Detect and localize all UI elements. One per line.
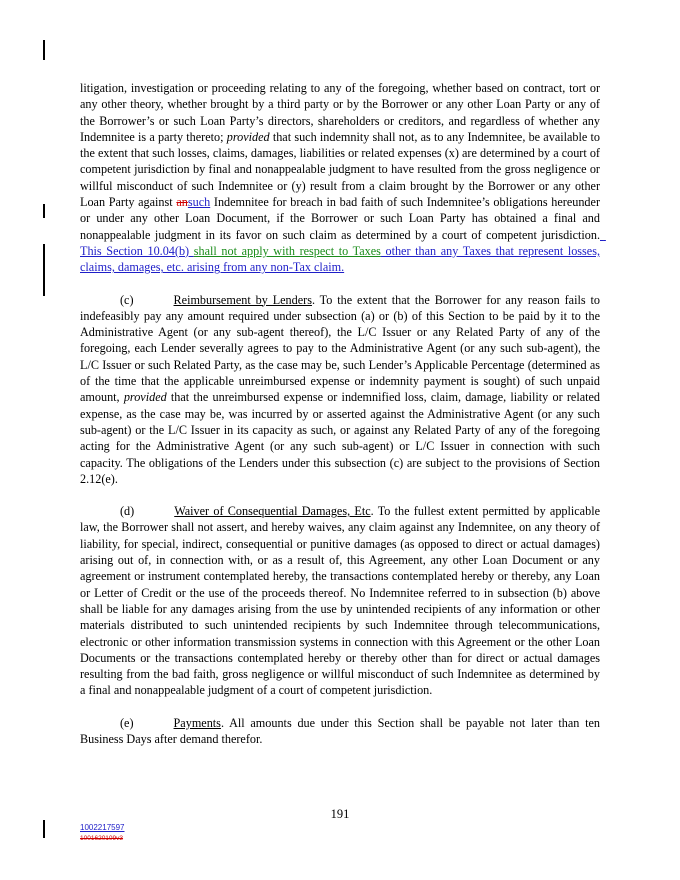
paragraph-text: litigation, investigation or proceeding relating to any of the foregoing, whether based on contract, tort or any other theory, whether brought by a third party or by the Borrower or any other Loan Party or any of the Borrower’s or such Loan Party’s directors, shareholders or creditors, and regardless of whether any Indemnitee is a party thereto; <box>80 81 600 144</box>
document-id-old: 1001620109v3 <box>80 835 124 842</box>
section-d <box>80 503 600 699</box>
section-heading: Waiver of Consequential Damages, Etc <box>174 504 371 519</box>
change-bar <box>43 820 45 838</box>
document-id-new: 1002217597 <box>80 823 125 832</box>
section-heading: Reimbursement by Lenders <box>173 292 312 307</box>
document-body <box>80 80 606 747</box>
section-text: . All amounts due under this Section shall be payable not later than ten Business Days after demand therefor. <box>80 715 600 746</box>
inserted-text-moved: shall not apply with respect to Taxes <box>193 243 381 258</box>
provided-term: provided <box>226 129 270 144</box>
section-e <box>80 715 600 748</box>
paragraph-text: that such indemnity shall not, as to any Indemnitee, be available to the extent that such losses, claims, damages, liabilities or related expenses (x) are determined by a court of competent jurisdiction by final and nonappealable judgment to have resulted from the gross negligence or willful misconduct of such Indemnitee or (y) result from a claim brought by the Borrower or any other Loan Party against <box>80 129 600 210</box>
page-number: 191 <box>330 807 350 821</box>
section-c <box>80 292 600 488</box>
section-text: . To the extent that the Borrower for any reason fails to indefeasibly pay any amount required under subsection (a) or (b) of this Section to be paid by it to the Administrative Agent (or any sub-agent thereof), the L/C Issuer or any Related Party of any of the foregoing, each Lender severally agrees to pay to the Administrative Agent (or any such sub-agent), the L/C Issuer or such Related Party, as the case may be, such Lender’s Applicable Percentage (determined as of the time that the applicable unreimbursed expense or indemnity payment is sought) of such unpaid amount, <box>80 292 600 405</box>
section-text: . To the fullest extent permitted by applicable law, the Borrower shall not assert, and hereby waives, any claim against any Indemnitee, on any theory of liability, for special, indirect, consequential or punitive damages (as opposed to direct or actual damages) arising out of, in connection with, or as a result of, this Agreement, any other Loan Document or any agreement or instrument contemplated hereby, the transactions contemplated hereby or thereby, any Loan or Letter of Credit or the use of the proceeds thereof. No Indemnitee referred to in subsection (b) above shall be liable for any damages arising from the use by unintended recipients of any information or other materials distributed to such unintended recipients by such Indemnitee through telecommunications, electronic or other information transmission systems in connection with this Agreement or the other Loan Documents or the transactions contemplated hereby or thereby other than for direct or actual damages resulting from the bad faith, gross negligence or willful misconduct of such Indemnitee as determined by a final and nonappealable judgment of a court of competent jurisdiction. <box>80 504 600 698</box>
inserted-text: such <box>187 195 211 210</box>
change-bar <box>43 244 45 296</box>
deleted-text: an <box>176 195 188 210</box>
document-id <box>80 822 125 844</box>
change-bar <box>43 40 45 60</box>
section-label: (c) <box>120 292 134 307</box>
section-label: (d) <box>120 504 135 519</box>
paragraph-text: Indemnitee for breach in bad faith of such Indemnitee’s obligations hereunder or under any other Loan Document, if the Borrower or such Loan Party has obtained a final and nonappealable judgment in its favor on such claim as determined by a court of competent jurisdiction. <box>80 195 600 242</box>
inserted-text: This Section 10.04(b) <box>80 227 606 258</box>
inserted-text: other than any Taxes that represent losses, claims, damages, etc. arising from any non-Tax claim. <box>80 243 600 275</box>
section-label: (e) <box>120 715 134 730</box>
section-heading: Payments <box>173 715 221 730</box>
change-bar <box>43 204 45 218</box>
section-text: that the unreimbursed expense or indemnified loss, claim, damage, liability or related expense, as the case may be, was incurred by or asserted against the Administrative Agent (or any such sub-agent) or the L/C Issuer in its capacity as such, or against any Related Party of any of the foregoing acting for the Administrative Agent (or any such sub-agent) or L/C Issuer in connection with such capacity. The obligations of the Lenders under this subsection (c) are subject to the provisions of Section 2.12(e). <box>80 390 601 486</box>
provided-term: provided <box>123 390 167 405</box>
paragraph-indemnity <box>80 80 606 276</box>
